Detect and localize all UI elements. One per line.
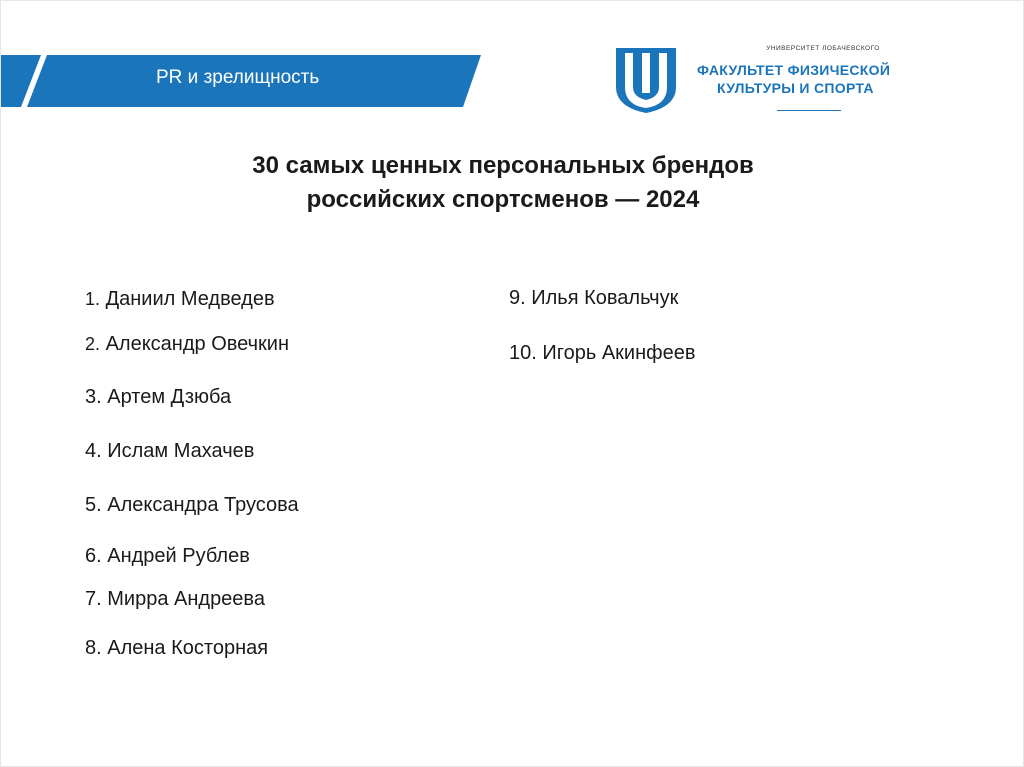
logo-faculty-line1: ФАКУЛЬТЕТ ФИЗИЧЕСКОЙ <box>697 62 891 78</box>
list-item-number: 2. <box>85 334 101 354</box>
list-item <box>85 386 231 409</box>
title-line1: 30 самых ценных персональных брендов <box>252 152 754 179</box>
list-item-name: Ислам Махачев <box>107 440 255 462</box>
list-item <box>509 342 695 365</box>
list-item-number: 10. <box>509 342 537 364</box>
list-item-name: Илья Ковальчук <box>531 287 679 309</box>
list-item <box>85 440 254 463</box>
logo-underline <box>777 110 841 111</box>
list-item-number: 9. <box>509 287 526 309</box>
list-item <box>85 588 265 611</box>
list-item-name: Андрей Рублев <box>107 545 250 567</box>
list-item-name: Алена Косторная <box>107 637 269 659</box>
list-item-number: 1. <box>85 289 101 309</box>
list-item <box>85 333 289 356</box>
header-banner <box>1 51 486 109</box>
logo-faculty-text <box>697 61 890 97</box>
list-item-name: Александр Овечкин <box>105 333 290 355</box>
list-item <box>509 287 678 310</box>
logo-university-text: УНИВЕРСИТЕТ ЛОБАЧЕВСКОГО <box>766 45 880 52</box>
list-item-number: 6. <box>85 545 102 567</box>
list-item-number: 8. <box>85 637 102 659</box>
page-title <box>151 149 855 217</box>
list-item-number: 7. <box>85 588 102 610</box>
list-item-name: Артем Дзюба <box>107 386 232 408</box>
list-item <box>85 545 250 568</box>
list-item-number: 4. <box>85 440 102 462</box>
banner-title: PR и зрелищность <box>156 67 320 88</box>
university-logo <box>613 45 933 121</box>
list-item-name: Даниил Медведев <box>105 288 275 310</box>
list-item <box>85 288 275 311</box>
logo-faculty-line2: КУЛЬТУРЫ И СПОРТА <box>717 80 874 96</box>
list-item-number: 3. <box>85 386 102 408</box>
title-line2: российских спортсменов — 2024 <box>306 186 700 213</box>
list-item-name: Мирра Андреева <box>107 588 265 610</box>
list-item-number: 5. <box>85 494 102 516</box>
list-item <box>85 637 268 660</box>
list-item-name: Александра Трусова <box>107 494 299 516</box>
list-item-name: Игорь Акинфеев <box>542 342 696 364</box>
list-item <box>85 494 299 517</box>
university-emblem-icon <box>613 45 679 115</box>
